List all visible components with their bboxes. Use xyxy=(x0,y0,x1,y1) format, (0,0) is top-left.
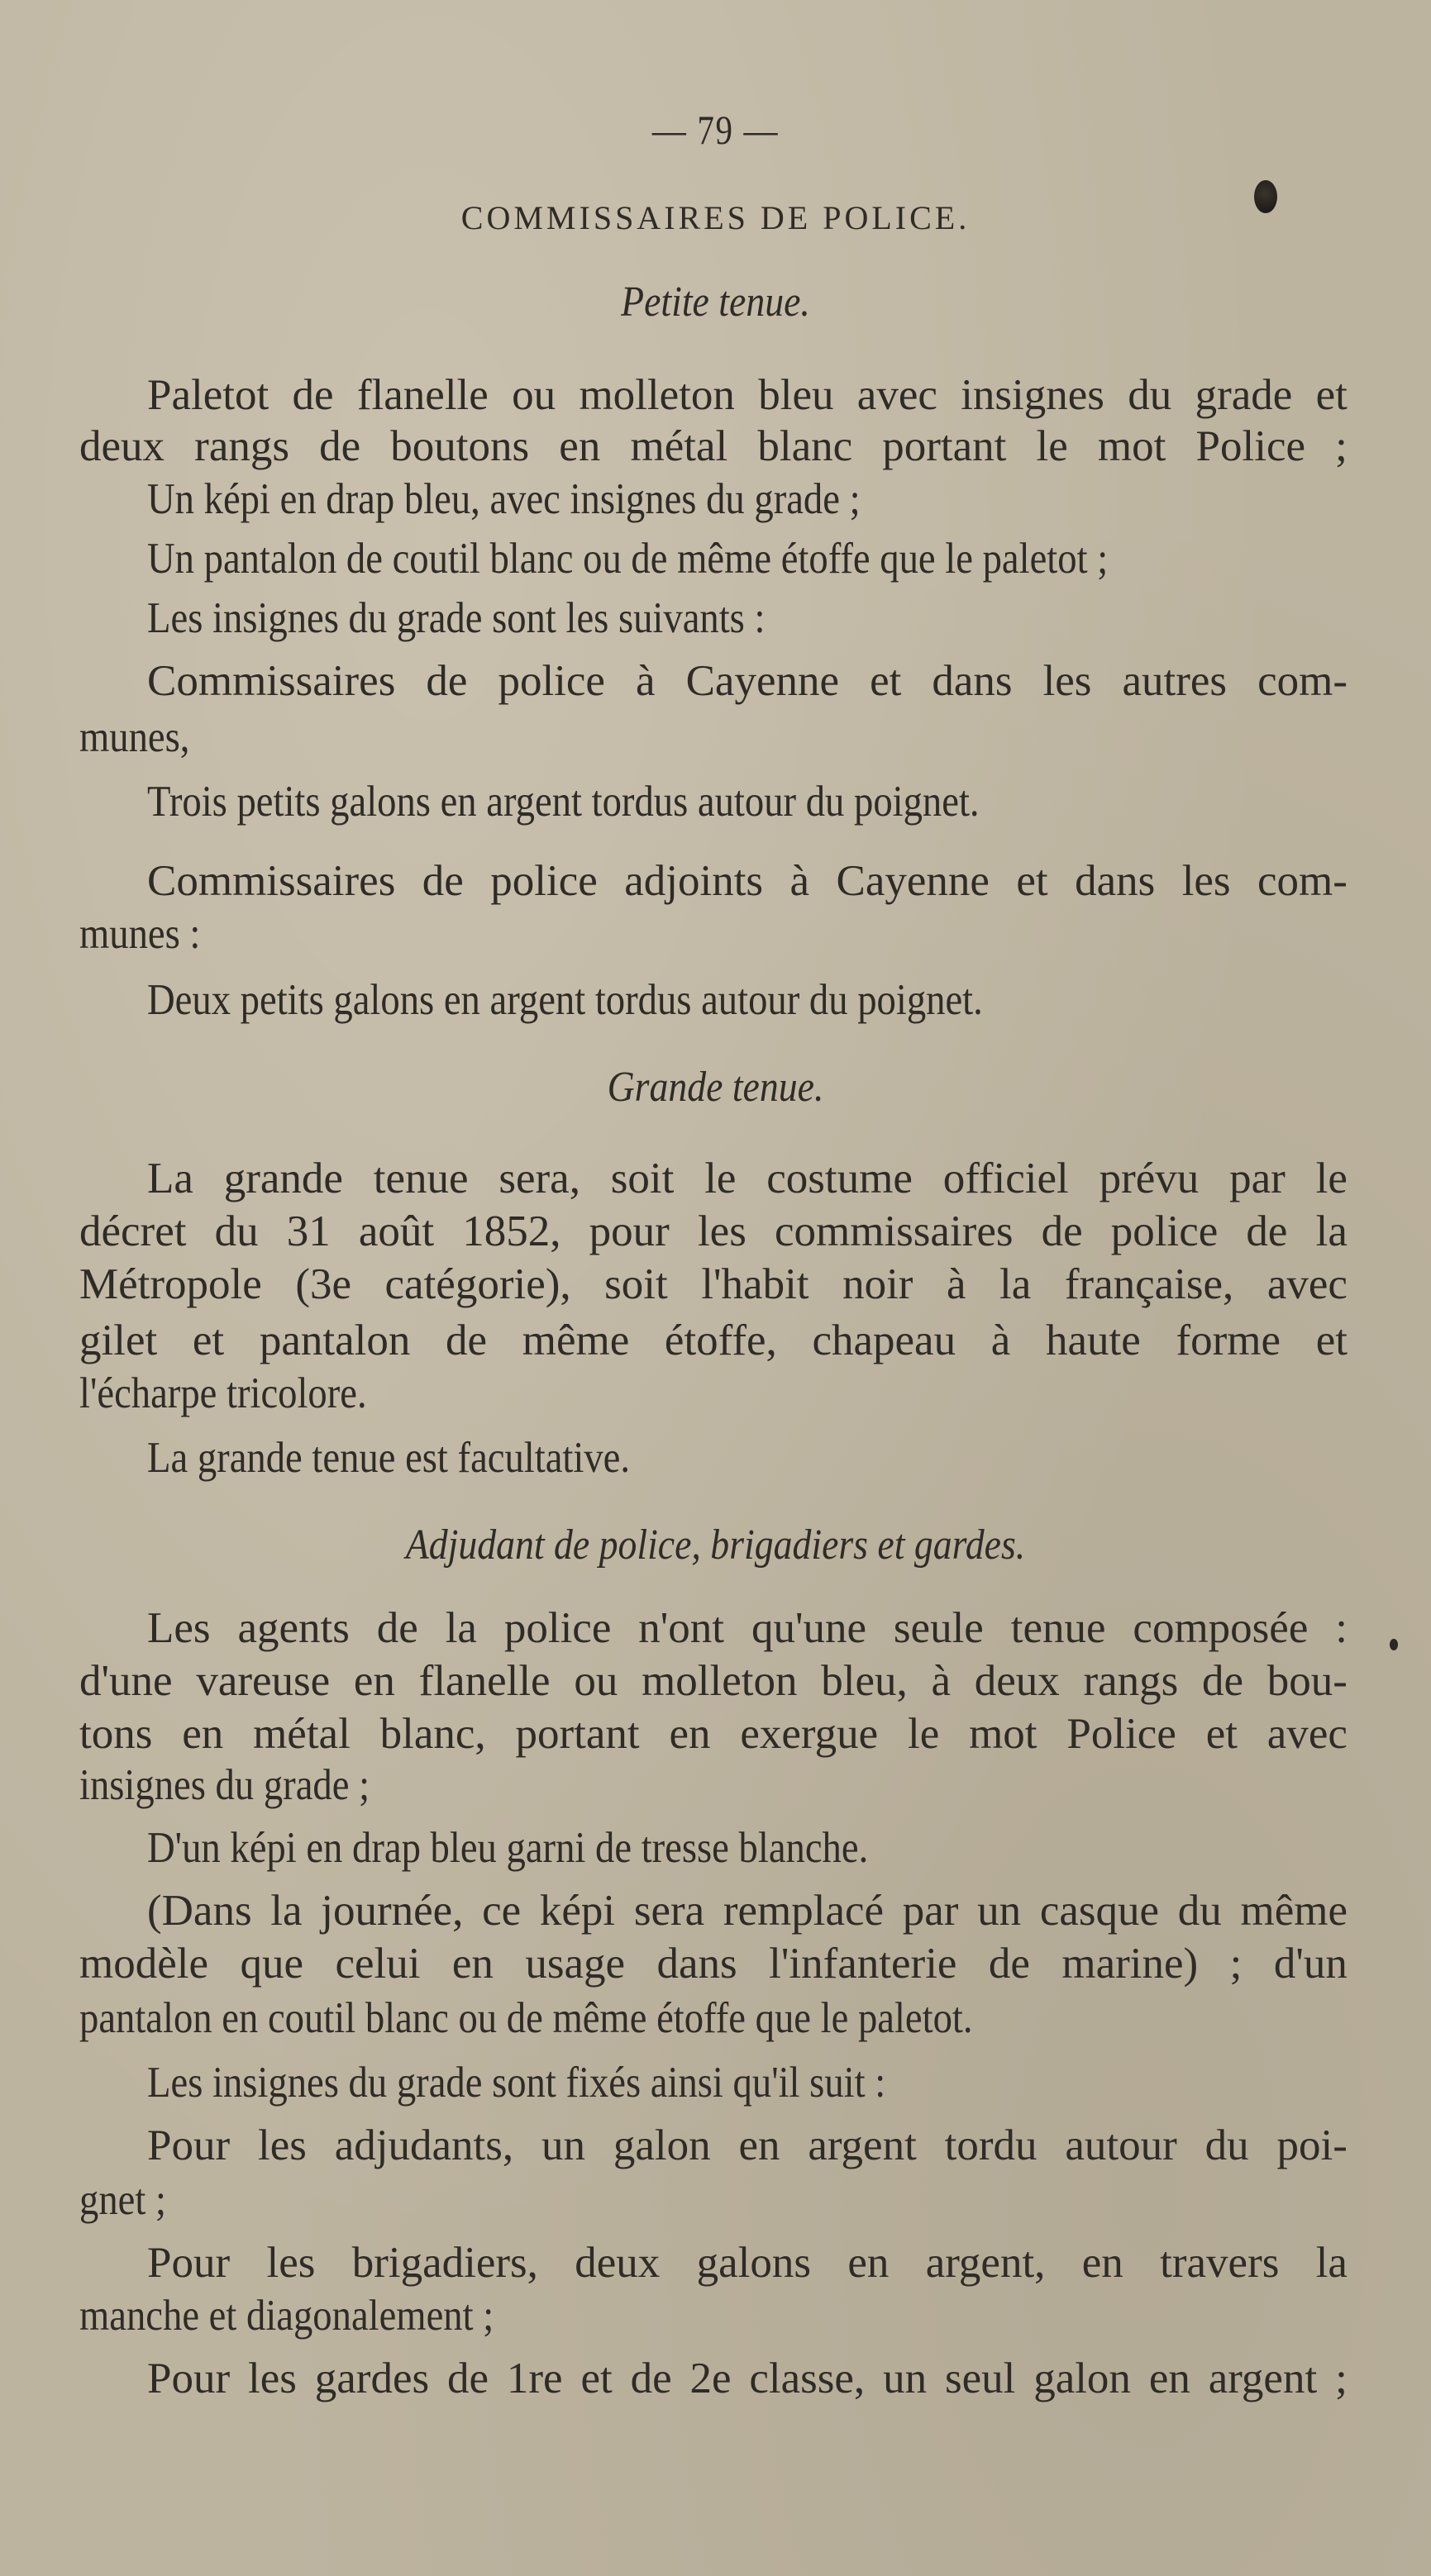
text-line: Commissaires de police à Cayenne et dans les autres com- xyxy=(147,657,1348,705)
text-line: gilet et pantalon de même étoffe, chapeau à haute forme et xyxy=(79,1317,1348,1364)
ink-blot xyxy=(1254,180,1277,213)
text-line: Pour les adjudants, un galon en argent tordu autour du poi- xyxy=(147,2121,1348,2169)
text-line: Un pantalon de coutil blanc ou de même étoffe que le paletot ; xyxy=(147,535,1109,583)
text-line: décret du 31 août 1852, pour les commissaires de police de la xyxy=(79,1207,1348,1255)
text-line: Pour les brigadiers, deux galons en argent, en travers la xyxy=(147,2239,1348,2287)
text-line: Les insignes du grade sont fixés ainsi qu'il suit : xyxy=(147,2059,886,2107)
text-line: Un képi en drap bleu, avec insignes du grade ; xyxy=(147,475,861,523)
section-heading-petite-tenue: Petite tenue. xyxy=(621,279,810,326)
text-line: Les agents de la police n'ont qu'une seule tenue composée : xyxy=(147,1604,1348,1652)
text-line: munes : xyxy=(79,910,201,958)
text-line: gnet ; xyxy=(79,2176,166,2224)
text-line: Métropole (3e catégorie), soit l'habit noir à la française, avec xyxy=(79,1260,1348,1308)
chapter-title: COMMISSAIRES DE POLICE. xyxy=(460,199,971,236)
text-line: Les insignes du grade sont les suivants : xyxy=(147,594,766,642)
text-line: La grande tenue est facultative. xyxy=(147,1434,631,1482)
text-line: Pour les gardes de 1re et de 2e classe, un seul galon en argent ; xyxy=(147,2355,1348,2402)
text-line: Commissaires de police adjoints à Cayenne et dans les com- xyxy=(147,857,1348,905)
text-line: manche et diagonalement ; xyxy=(79,2292,494,2340)
text-line: Trois petits galons en argent tordus autour du poignet. xyxy=(147,778,980,826)
text-line: pantalon en coutil blanc ou de même étoffe que le paletot. xyxy=(79,1994,973,2042)
text-line: insignes du grade ; xyxy=(79,1761,370,1809)
text-line: Deux petits galons en argent tordus autour du poignet. xyxy=(147,976,983,1024)
text-line: (Dans la journée, ce képi sera remplacé par un casque du même xyxy=(147,1887,1348,1935)
text-line: Paletot de flanelle ou molleton bleu avec insignes du grade et xyxy=(147,371,1348,419)
section-heading-adjudant: Adjudant de police, brigadiers et gardes. xyxy=(405,1521,1026,1569)
text-line: munes, xyxy=(79,713,190,761)
text-line: D'un képi en drap bleu garni de tresse blanche. xyxy=(147,1824,869,1872)
text-line: deux rangs de boutons en métal blanc portant le mot Police ; xyxy=(79,422,1348,470)
ink-speck xyxy=(1390,1639,1398,1650)
text-line: tons en métal blanc, portant en exergue le mot Police et avec xyxy=(79,1710,1348,1758)
section-heading-grande-tenue: Grande tenue. xyxy=(607,1064,824,1111)
text-line: l'écharpe tricolore. xyxy=(79,1369,367,1417)
text-line: d'une vareuse en flanelle ou molleton bleu, à deux rangs de bou- xyxy=(79,1657,1348,1705)
text-line: modèle que celui en usage dans l'infanterie de marine) ; d'un xyxy=(79,1940,1348,1988)
page-number: — 79 — xyxy=(651,107,780,153)
text-line: La grande tenue sera, soit le costume officiel prévu par le xyxy=(147,1155,1348,1202)
